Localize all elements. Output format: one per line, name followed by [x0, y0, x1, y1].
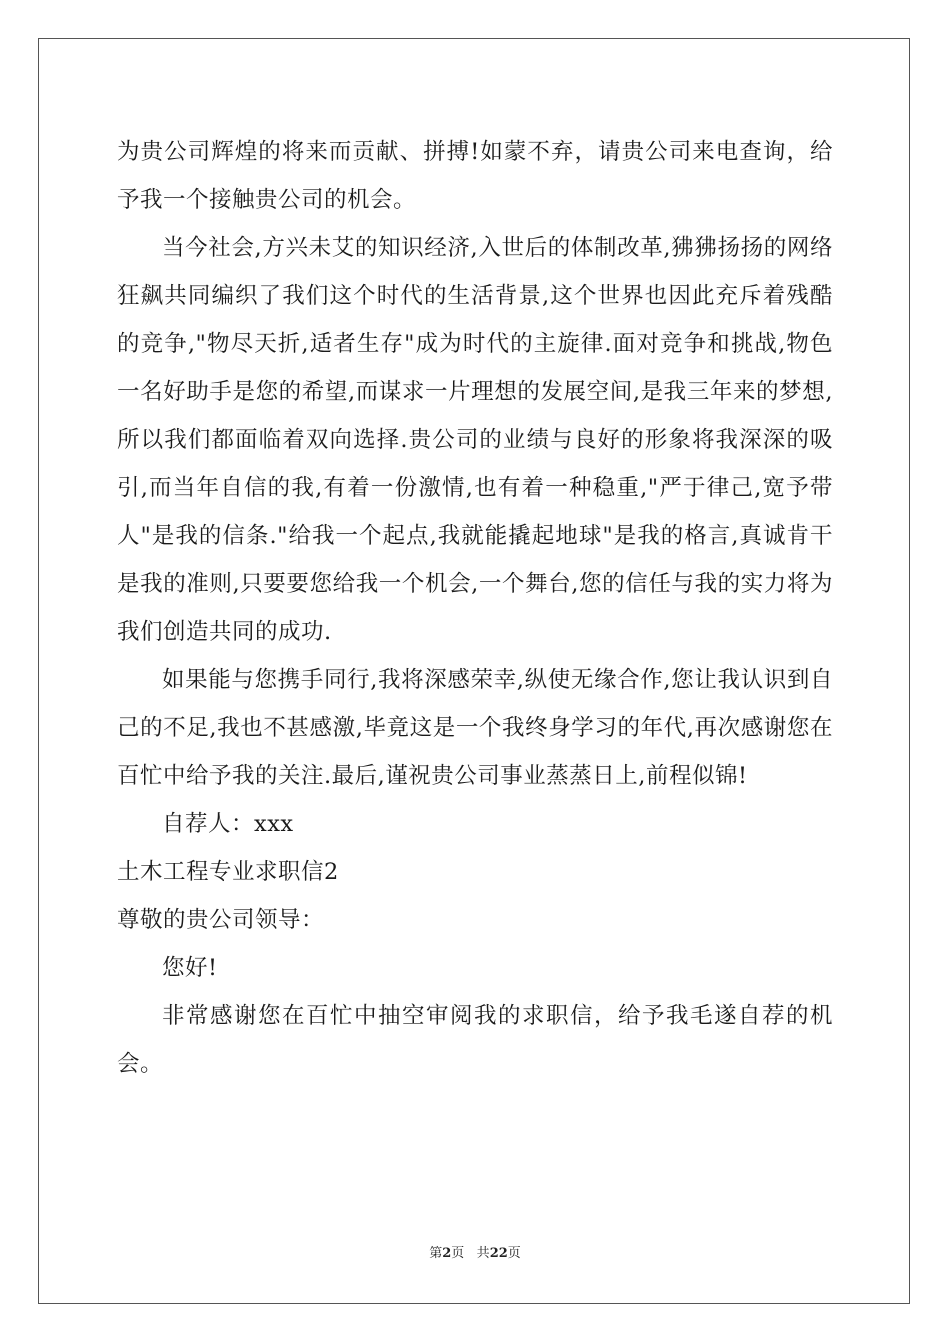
salutation: 尊敬的贵公司领导： [117, 907, 325, 933]
total-pages: 22 [489, 1246, 508, 1261]
greeting: 您好! [162, 955, 218, 981]
page-footer [0, 1244, 950, 1264]
paragraph-cooperation: 如果能与您携手同行,我将深感荣幸,纵使无缘合作,您让我认识到自己的不足,我也不甚感激,毕竟这是一个我终身学习的年代,再次感谢您在百忙中给予我的关注.最后,谨祝贵公司事业蒸蒸日上,前程似锦! [117, 667, 833, 789]
total-prefix: 共 [476, 1246, 490, 1261]
paragraph-society: 当今社会,方兴未艾的知识经济,入世后的体制改革,狒狒扬扬的网络狂飙共同编织了我们这个时代的生活背景,这个世界也因此充斥着残酷的竞争,"物尽天折,适者生存"成为时代的主旋律.面对竞争和挑战,物色一名好助手是您的希望,而谋求一片理想的发展空间,是我三年来的梦想,所以我们都面临着双向选择.贵公司的业绩与良好的形象将我深深的吸引,而当年自信的我,有着一份激情,也有着一种稳重,"严于律己,宽予带人"是我的信条."给我一个起点,我就能撬起地球"是我的格言,真诚肯干是我的准则,只要要您给我一个机会,一个舞台,您的信任与我的实力将为我们创造共同的成功. [117, 235, 833, 645]
letter-title: 土木工程专业求职信2 [117, 859, 339, 885]
document-body [117, 128, 833, 1088]
page-suffix: 页 [451, 1246, 465, 1261]
page-prefix: 第 [429, 1246, 443, 1261]
signature-line: 自荐人：xxx [162, 811, 294, 837]
page-number: 2 [442, 1246, 452, 1261]
paragraph-thanks: 非常感谢您在百忙中抽空审阅我的求职信，给予我毛遂自荐的机会。 [117, 1003, 833, 1077]
paragraph-closing-continued: 为贵公司辉煌的将来而贡献、拼搏!如蒙不弃，请贵公司来电查询，给予我一个接触贵公司的机会。 [117, 139, 833, 213]
total-suffix: 页 [507, 1246, 521, 1261]
